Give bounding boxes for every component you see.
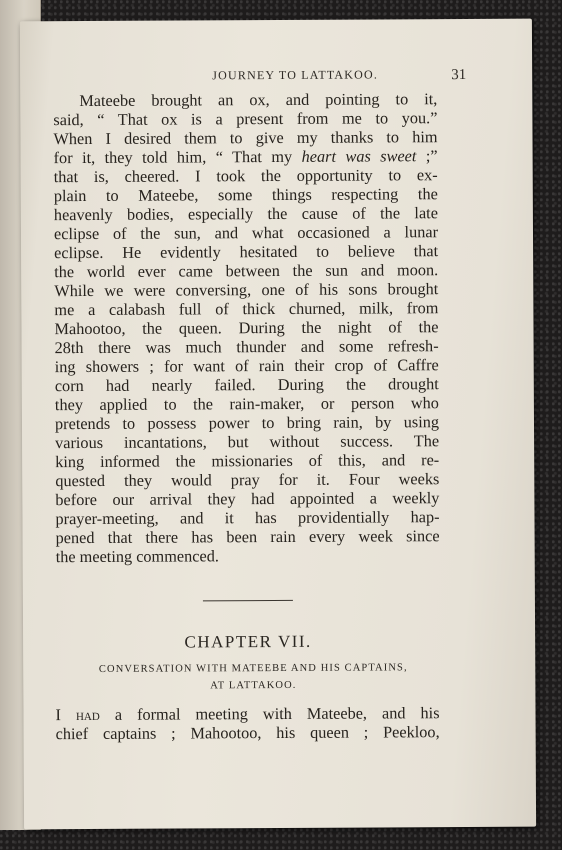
text-line: quested they would pray for it. Four weeks (55, 469, 440, 491)
text-line: king informed the missionaries of this, and re- (55, 450, 440, 472)
text-line: Mateebe brought an ox, and pointing to it, (79, 89, 438, 111)
text-line: 28th there was much thunder and some refresh- (54, 336, 439, 358)
text-line: While we were conversing, one of his sons brought (54, 279, 439, 301)
text-line: prayer-meeting, and it has providentially hap- (55, 507, 440, 529)
text-line: When I desired them to give my thanks to him (53, 127, 438, 149)
text-line: corn had nearly failed. During the drought (54, 374, 439, 396)
text-line: ing showers ; for want of rain their crop of Caffre (54, 355, 439, 377)
text-line (55, 703, 439, 724)
text-line: the world ever came between the sun and moon. (54, 260, 439, 282)
text-line: pretends to possess power to bring rain, by using (54, 412, 440, 434)
text-line: before our arrival they had appointed a weekly (55, 488, 440, 510)
chapter-subtitle-line: AT LATTAKOO. (210, 679, 297, 692)
chapter-subtitle (63, 659, 443, 695)
running-head: JOURNEY TO LATTAKOO. (212, 67, 379, 83)
book-page (20, 19, 536, 830)
text-line: Mahootoo, the queen. During the night of the (54, 317, 439, 339)
small-caps-word: had (75, 704, 100, 725)
section-divider (203, 600, 293, 601)
text-fragment: a formal meeting with Mateebe, and his (99, 703, 440, 724)
chapter-title: CHAPTER VII. (184, 631, 312, 652)
page-number: 31 (451, 67, 467, 84)
italic-phrase: heart was sweet (301, 146, 417, 166)
text-line: for it, they told him, “ That my heart was sweet ;” (53, 146, 438, 168)
text-line: eclipse of the sun, and what occasioned a lunar (53, 222, 439, 244)
text-line: various incantations, but without success. The (55, 431, 440, 453)
text-line: pened that there has been rain every week since (55, 526, 440, 548)
text-line: said, “ That ox is a present from me to you.” (53, 108, 438, 130)
drop-capital: I (55, 705, 61, 725)
text-line: that is, cheered. I took the opportunity to ex- (53, 165, 438, 187)
text-line: chief captains ; Mahootoo, his queen ; Peekloo, (55, 722, 440, 744)
text-line: eclipse. He evidently hesitated to believe that (54, 241, 439, 263)
chapter-subtitle-line: CONVERSATION WITH MATEEBE AND HIS CAPTAINS, (98, 662, 408, 675)
text-line: plain to Mateebe, some things respecting the (53, 184, 438, 206)
text-line: me a calabash full of thick churned, milk, from (54, 298, 439, 320)
text-line: the meeting commenced. (55, 546, 219, 567)
text-line: they applied to the rain-maker, or person who (54, 393, 439, 415)
chapter-opening (55, 703, 439, 743)
body-paragraph (53, 89, 439, 566)
text-line: heavenly bodies, especially the cause of the late (53, 203, 438, 225)
